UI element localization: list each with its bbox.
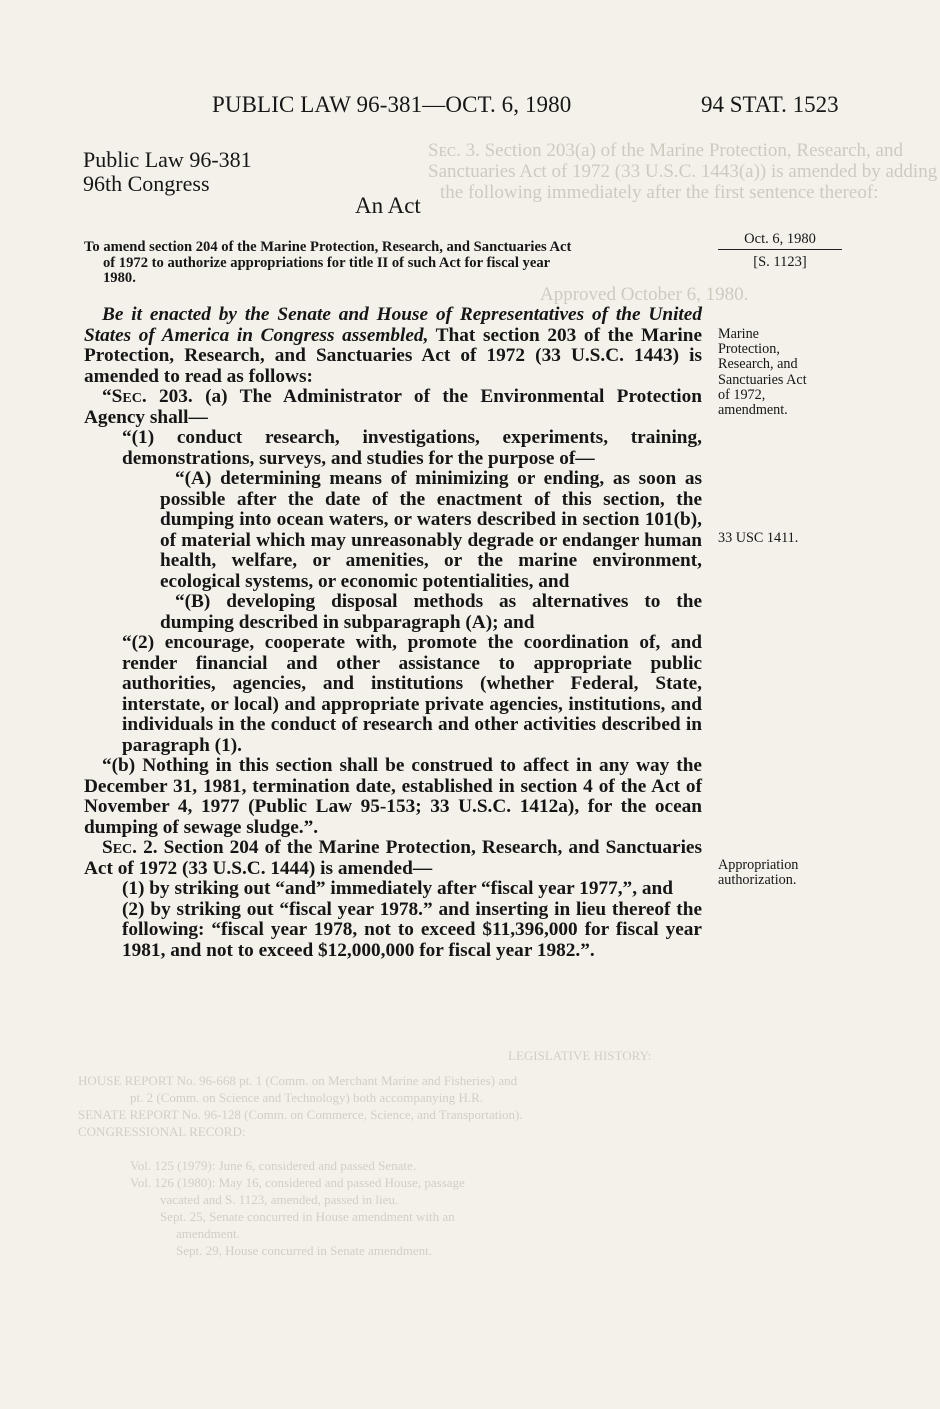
- bleed-through: amendment.: [176, 1226, 240, 1241]
- section-203-heading: [84, 387, 702, 428]
- margin-note-usc: 33 USC 1411.: [718, 530, 799, 546]
- bleed-through: Approved October 6, 1980.: [540, 284, 749, 305]
- enactment-date-note: [718, 231, 842, 270]
- section-203-text: . 203. (a) The Administrator of the Environmental Protection Agency shall—: [84, 386, 702, 428]
- act-body: [84, 305, 702, 961]
- bleed-through: Sᴇᴄ. 3. Section 203(a) of the Marine Protection, Research, and: [428, 140, 903, 161]
- bleed-through: SENATE REPORT No. 96-128 (Comm. on Commerce, Science, and Transportation).: [78, 1107, 523, 1122]
- statute-reference: 94 STAT. 1523: [701, 92, 839, 117]
- margin-note-line: Research, and: [718, 356, 798, 373]
- purpose-line: To amend section 204 of the Marine Protection, Research, and Sanctuaries Act: [84, 239, 572, 255]
- bleed-through: Sept. 29, House concurred in Senate amendment.: [176, 1243, 432, 1258]
- margin-note-line: Appropriation: [718, 857, 799, 873]
- margin-note-line: Marine: [718, 326, 759, 342]
- quote-mark: “: [102, 386, 112, 407]
- purpose-line: of 1972 to authorize appropriations for title II of such Act for fiscal year: [103, 254, 551, 271]
- bleed-through: the following immediately after the first sentence thereof:: [440, 182, 879, 203]
- bleed-through: Sept. 25, Senate concurred in House amendment with an: [160, 1209, 455, 1224]
- margin-note-amendment: [718, 327, 848, 418]
- bleed-through: pt. 2 (Comm. on Science and Technology) both accompanying H.R.: [130, 1090, 484, 1105]
- subparagraph-b: “(B) developing disposal methods as alternatives to the dumping described in subparagraph (A); and: [160, 591, 702, 633]
- bleed-through: vacated and S. 1123, amended, passed in lieu.: [160, 1192, 399, 1207]
- congress-number: 96th Congress: [83, 171, 210, 196]
- section-2-text: . 2. Section 204 of the Marine Protection, Research, and Sanctuaries Act of 1972 (33 U.S.C. 1444) is amended—: [84, 837, 702, 879]
- margin-note-appropriation: [718, 858, 848, 888]
- running-head: PUBLIC LAW 96-381—OCT. 6, 1980: [212, 92, 572, 117]
- enacting-formula: Be it enacted by the Senate and House of Representatives of the United States of America in Congress assembled,: [84, 304, 702, 346]
- enacting-clause: [84, 305, 702, 387]
- enactment-date: Oct. 6, 1980: [718, 231, 842, 250]
- margin-note-line: Protection,: [718, 341, 780, 358]
- paragraph-1-text: “(1) conduct research, investigations, experiments, training, demonstrations, surveys, and studies for the purpose of—: [122, 427, 702, 469]
- bleed-through: Vol. 125 (1979): June 6, considered and passed Senate.: [130, 1158, 417, 1173]
- bleed-through: CONGRESSIONAL RECORD:: [78, 1124, 246, 1139]
- bleed-through: Sanctuaries Act of 1972 (33 U.S.C. 1443(a)) is amended by adding: [428, 161, 938, 182]
- public-law-number: Public Law 96-381: [83, 147, 252, 172]
- amendment-clause-1: [84, 879, 702, 900]
- subsection-b: “(b) Nothing in this section shall be construed to affect in any way the December 31, 1981, termination date, established in section 4 of the Act of November 4, 1977 (Public Law 95-153; 33 U.S.C. 1412a), for the ocean dumping of sewage sludge.”.: [84, 755, 702, 838]
- purpose-line: 1980.: [103, 270, 136, 286]
- paragraph-2: “(2) encourage, cooperate with, promote the coordination of, and render financial and other assistance to appropriate public authorities, agencies, and institutions (whether Federal, State, interstate, or local) and appropriate private agencies, institutions, and individuals in the conduct of research and other activities described in paragraph (1).: [122, 632, 702, 756]
- margin-note-line: amendment.: [718, 402, 788, 419]
- bleed-through: Vol. 126 (1980): May 16, considered and passed House, passage: [130, 1175, 465, 1190]
- section-abbrev: Sec: [111, 386, 142, 407]
- margin-note-line: of 1972,: [718, 386, 766, 403]
- purpose-clause: [84, 240, 702, 287]
- subparagraph-a: “(A) determining means of minimizing or ending, as soon as possible after the date of the enactment of this section, the dumping into ocean waters, or waters described in section 101(b), of material which may unreasonably degrade or endanger human health, welfare, or amenities, or the marine environment, ecological systems, or economic potentialities, and: [160, 468, 702, 592]
- amendment-clause-1-text: (1) by striking out “and” immediately after “fiscal year 1977,”, and: [122, 878, 673, 899]
- act-heading: An Act: [355, 193, 421, 218]
- bleed-through: HOUSE REPORT No. 96-668 pt. 1 (Comm. on Merchant Marine and Fisheries) and: [78, 1073, 518, 1088]
- bleed-through: LEGISLATIVE HISTORY:: [508, 1048, 652, 1063]
- section-2: [84, 838, 702, 879]
- paragraph-1: [84, 428, 702, 469]
- amendment-clause-2: (2) by striking out “fiscal year 1978.” and inserting in lieu thereof the following: “fiscal year 1978, not to exceed $11,396,000 for fiscal year 1981, and not to exceed $12,000,000 for fiscal year 1982.”.: [122, 898, 702, 961]
- bill-number: [S. 1123]: [753, 254, 807, 270]
- margin-note-line: authorization.: [718, 872, 797, 889]
- enacting-text: That section 203 of the Marine Protection, Research, and Sanctuaries Act of 1972 (33 U.S.C. 1443) is amended to read as follows:: [84, 324, 703, 387]
- section-abbrev: Sec: [102, 837, 133, 858]
- margin-note-line: Sanctuaries Act: [718, 371, 807, 388]
